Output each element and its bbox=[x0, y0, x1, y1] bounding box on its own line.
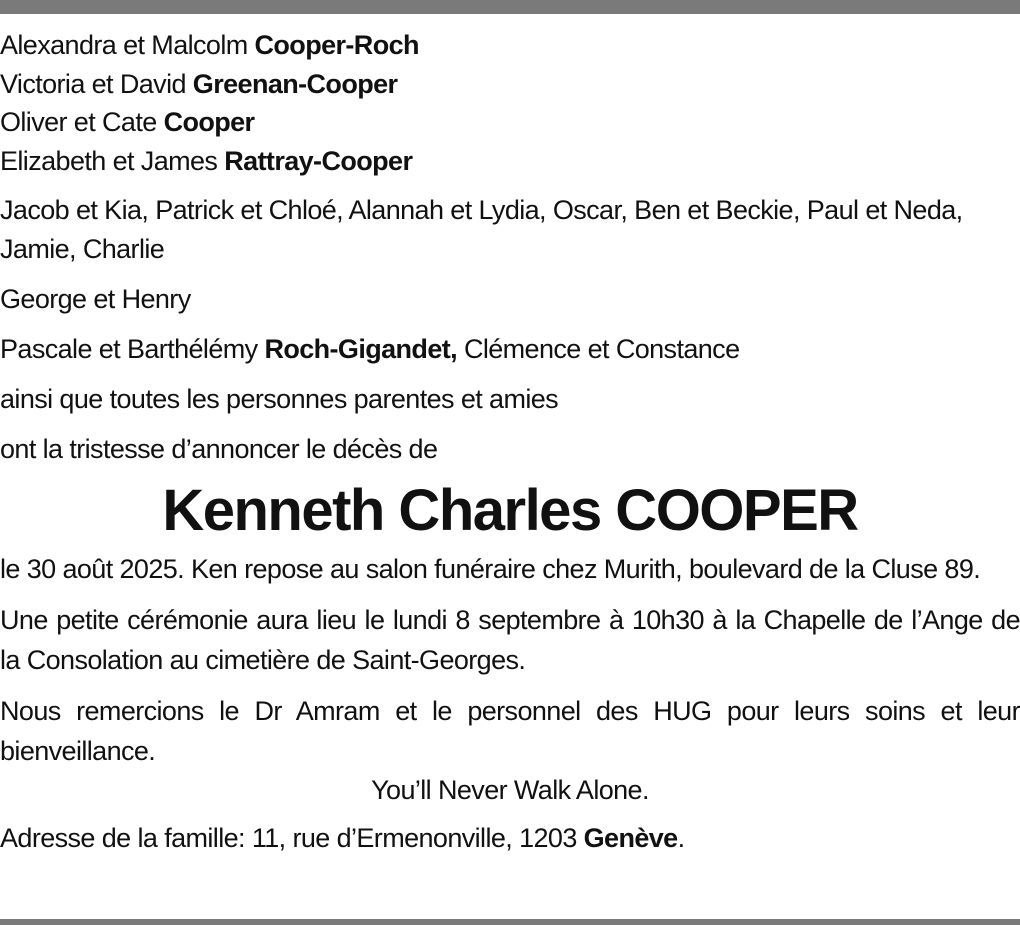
great-grandchildren-text: George et Henry bbox=[0, 284, 191, 314]
thanks-paragraph: Nous remercions le Dr Amram et le personnel des HUG pour leurs soins et leur bienveillance. bbox=[0, 696, 1020, 766]
announcement-line: ont la tristesse d’annoncer le décès de bbox=[0, 434, 438, 464]
death-paragraph: le 30 août 2025. Ken repose au salon funéraire chez Murith, boulevard de la Cluse 89. bbox=[0, 554, 981, 584]
relatives-surname: Roch-Gigandet, bbox=[264, 334, 458, 364]
family-surname: Cooper-Roch bbox=[254, 30, 419, 60]
friends-line: ainsi que toutes les personnes parentes et amies bbox=[0, 384, 559, 414]
family-surname: Rattray-Cooper bbox=[224, 145, 413, 176]
family-line-2 bbox=[0, 65, 1020, 104]
motto: You’ll Never Walk Alone. bbox=[371, 775, 649, 805]
obituary-notice bbox=[0, 26, 1020, 857]
family-address bbox=[0, 819, 1020, 857]
family-line-4 bbox=[0, 142, 1020, 181]
family-line-3 bbox=[0, 103, 1020, 142]
address-text: Adresse de la famille: 11, rue d’Ermenonville, 1203 bbox=[0, 823, 584, 853]
family-first-names: Elizabeth et James bbox=[0, 145, 225, 176]
family-line-1 bbox=[0, 26, 1020, 65]
relatives-rest: Clémence et Constance bbox=[457, 334, 740, 364]
bottom-rule bbox=[0, 919, 1020, 925]
ceremony-paragraph: Une petite cérémonie aura lieu le lundi 8 septembre à 10h30 à la Chapelle de l’Ange de la Consolation au cimetière de Saint-Georges. bbox=[0, 605, 1020, 675]
relatives-line bbox=[0, 330, 1020, 369]
family-first-names: Victoria et David bbox=[0, 68, 193, 99]
top-rule bbox=[0, 0, 1020, 14]
family-first-names: Alexandra et Malcolm bbox=[0, 30, 255, 60]
family-surname: Greenan-Cooper bbox=[192, 68, 398, 99]
address-city: Genève bbox=[583, 823, 678, 853]
family-surname: Cooper bbox=[163, 107, 255, 137]
family-first-names: Oliver et Cate bbox=[0, 107, 164, 137]
address-suffix: . bbox=[677, 823, 685, 853]
grandchildren-text: Jacob et Kia, Patrick et Chloé, Alannah et Lydia, Oscar, Ben et Beckie, Paul et Neda, Jamie, Charlie bbox=[0, 195, 963, 264]
relatives-first-names: Pascale et Barthélémy bbox=[0, 334, 265, 364]
deceased-name: Kenneth Charles COOPER bbox=[162, 478, 858, 543]
